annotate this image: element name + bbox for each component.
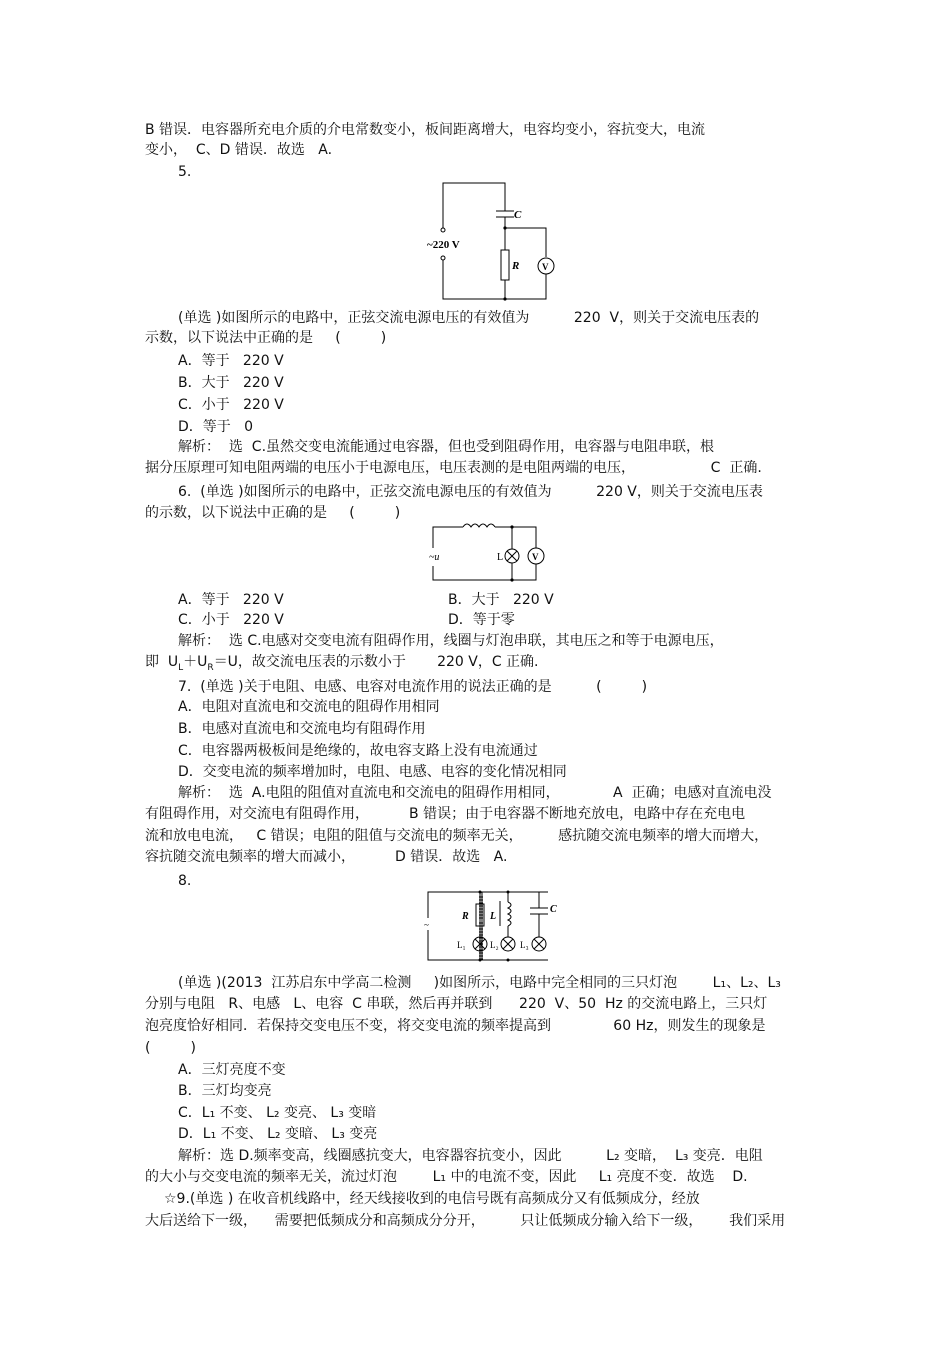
text-line: ☆9.(单选 ) 在收音机线路中，经天线接收到的电信号既有高频成分又有低频成分，经放	[164, 1191, 700, 1207]
option-c: C．L₁ 不变、 L₂ 变亮、 L₃ 变暗	[178, 1105, 377, 1121]
text-line: 解析：选 D.频率变高，线圈感抗变大，电容器容抗变小，因此 L₂ 变暗， L₃ 变亮．电阻	[178, 1148, 763, 1164]
option-d: D．等于 0	[178, 419, 254, 435]
option-a: A．等于 220 V	[178, 353, 284, 369]
text-line: 解析： 选 A.电阻的阻值对直流电和交流电的阻碍作用相同， A 正确；电感对直流电没	[178, 785, 772, 801]
source-label: ~	[424, 920, 429, 930]
voltmeter-label: V	[542, 262, 549, 272]
text-line: 7. (单选 )关于电阻、电感、电容对电流作用的说法正确的是 ( )	[178, 679, 648, 695]
text-line: 即 $U_L+U_R=U$，故交流电压表的示数小于 220 V，C 正确.	[145, 654, 539, 673]
option-b: B．大于 220 V	[178, 375, 284, 391]
text-line: 容抗随交流电频率的增大而减小， D 错误．故选 A.	[145, 849, 508, 865]
circuit-figure-5	[420, 178, 555, 305]
lamp-l1-label: L₁	[457, 940, 466, 950]
option-c: C．小于 220 V	[178, 397, 284, 413]
text-line: 解析： 选 C.电感对交变电流有阻碍作用，线圈与灯泡串联，其电压之和等于电源电压，	[178, 633, 724, 649]
resistor-label: R	[462, 911, 469, 922]
option-a: A．电阻对直流电和交流电的阻碍作用相同	[178, 699, 440, 715]
text-line: 分别与电阻 R、电感 L、电容 C 串联，然后再并联到 220 V、50 Hz 的交流电路上，三只灯	[145, 996, 768, 1012]
option-d: D．等于零	[448, 612, 515, 628]
capacitor-label: C	[550, 904, 557, 915]
question-number: 5.	[178, 164, 192, 180]
source-label: ~220 V	[427, 239, 460, 251]
voltmeter-label: V	[532, 552, 539, 562]
text-line: (单选 )(2013 江苏启东中学高二检测 )如图所示，电路中完全相同的三只灯泡 L₁、L₂、L₃	[178, 975, 781, 991]
lamp-l3-label: L₃	[520, 940, 529, 950]
text-line: 解析： 选 C.虽然交变电流能通过电容器，但也受到阻碍作用，电容器与电阻串联，根	[178, 439, 715, 455]
option-a: A．三灯亮度不变	[178, 1062, 286, 1078]
lamp-label: L	[497, 552, 504, 563]
text-line: 大后送给下一级， 需要把低频成分和高频成分分开， 只让低频成分输入给下一级， 我们采用	[145, 1213, 786, 1229]
text-line: (单选 )如图所示的电路中，正弦交流电源电压的有效值为 220 V，则关于交流电压表的	[178, 310, 760, 326]
option-b: B．大于 220 V	[448, 592, 554, 608]
question-number: 8.	[178, 873, 192, 889]
source-label: ~u	[429, 552, 440, 563]
circuit-figure-8	[420, 888, 560, 966]
option-c: C．小于 220 V	[178, 612, 284, 628]
option-a: A．等于 220 V	[178, 592, 284, 608]
text-line: 泡亮度恰好相同．若保持交变电压不变，将交变电流的频率提高到 60 Hz，则发生的现象是	[145, 1018, 766, 1034]
resistor-label: R	[512, 260, 520, 272]
option-c: C．电容器两极板间是绝缘的，故电容支路上没有电流通过	[178, 743, 538, 759]
inductor-label: L	[490, 911, 497, 922]
lamp-l2-label: L₂	[490, 940, 499, 950]
text-line: 流和放电电流， C 错误；电阻的阻值与交流电的频率无关， 感抗随交流电频率的增大而增大，	[145, 828, 769, 844]
text-line: 6. (单选 )如图所示的电路中，正弦交流电源电压的有效值为 220 V，则关于交流电压表	[178, 484, 763, 500]
text-line: 示数，以下说法中正确的是 ( )	[145, 330, 387, 346]
text-line: ( )	[145, 1040, 196, 1056]
text-line: 有阻碍作用，对交流电有阻碍作用， B 错误；由于电容器不断地充放电，电路中存在充电电	[145, 806, 746, 822]
option-d: D．L₁ 不变、 L₂ 变暗、 L₃ 变亮	[178, 1126, 378, 1142]
text-line: 变小， C、D 错误．故选 A.	[145, 142, 333, 158]
circuit-figure-6	[425, 518, 555, 586]
option-b: B．电感对直流电和交流电均有阻碍作用	[178, 721, 426, 737]
option-b: B．三灯均变亮	[178, 1083, 272, 1099]
text-line: 据分压原理可知电阻两端的电压小于电源电压，电压表测的是电阻两端的电压， C 正确.	[145, 460, 762, 476]
capacitor-label: C	[514, 209, 522, 221]
text-line: B 错误．电容器所充电介质的介电常数变小，板间距离增大，电容均变小，容抗变大，电流	[145, 122, 706, 138]
text-line: 的大小与交变电流的频率无关，流过灯泡 L₁ 中的电流不变，因此 L₁ 亮度不变．故选 D.	[145, 1169, 748, 1185]
text-line: 的示数，以下说法中正确的是 ( )	[145, 505, 401, 521]
option-d: D．交变电流的频率增加时，电阻、电感、电容的变化情况相同	[178, 764, 567, 780]
